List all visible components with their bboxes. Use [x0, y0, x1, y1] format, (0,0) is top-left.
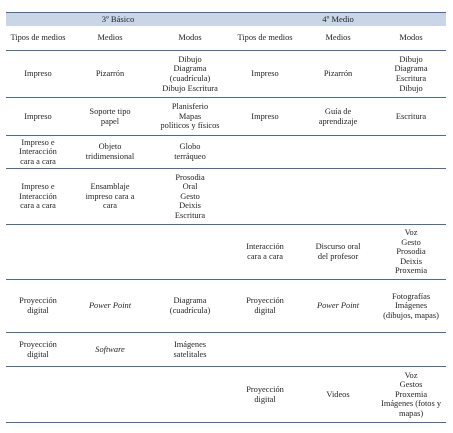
cell-medio-right: Pizarrón — [300, 51, 376, 98]
cell-tipo-left: Impreso e Interacción cara a cara — [6, 136, 70, 169]
table-row — [6, 367, 446, 423]
cell-modos-right — [376, 169, 446, 225]
table-row — [6, 51, 446, 98]
table-row — [6, 333, 446, 367]
table-row — [6, 136, 446, 169]
cell-modos-right: Voz Gesto Prosodia Deixis Proxemia — [376, 225, 446, 280]
cell-modos-left — [150, 367, 230, 423]
cell-tipo-right: Interacción cara a cara — [230, 225, 300, 280]
cell-modos-right — [376, 136, 446, 169]
col-header-modos-left: Modos — [150, 26, 230, 51]
group-header-3-basico: 3º Básico — [6, 13, 230, 27]
cell-medio-right: Discurso oral del profesor — [300, 225, 376, 280]
cell-modos-left: Imágenes satelitales — [150, 333, 230, 367]
cell-medio-left — [70, 225, 150, 280]
cell-tipo-right — [230, 136, 300, 169]
cell-medio-right: Guía de aprendizaje — [300, 98, 376, 136]
cell-medio-right: Videos — [300, 367, 376, 423]
cell-medio-right: Power Point — [300, 280, 376, 333]
cell-tipo-right: Impreso — [230, 98, 300, 136]
cell-modos-left: Prosodia Oral Gesto Deixis Escritura — [150, 169, 230, 225]
cell-tipo-left: Impreso — [6, 98, 70, 136]
cell-modos-right: Escritura — [376, 98, 446, 136]
cell-tipo-right: Proyección digital — [230, 280, 300, 333]
col-header-medios-left: Medios — [70, 26, 150, 51]
cell-medio-right — [300, 136, 376, 169]
cell-tipo-left — [6, 225, 70, 280]
cell-medio-left: Ensamblaje impreso cara a cara — [70, 169, 150, 225]
cell-modos-right: Voz Gestos Proxemia Imágenes (fotos y mapas) — [376, 367, 446, 423]
cell-medio-left: Soporte tipo papel — [70, 98, 150, 136]
table-row — [6, 169, 446, 225]
cell-medio-left: Objeto tridimensional — [70, 136, 150, 169]
table-row — [6, 98, 446, 136]
cell-modos-right: Fotografías Imágenes (dibujos, mapas) — [376, 280, 446, 333]
cell-modos-left — [150, 225, 230, 280]
table-row — [6, 280, 446, 333]
cell-medio-right — [300, 333, 376, 367]
cell-modos-left: Planisferio Mapas políticos y físicos — [150, 98, 230, 136]
col-header-tipos-right: Tipos de medios — [230, 26, 300, 51]
col-header-tipos-left: Tipos de medios — [6, 26, 70, 51]
col-header-modos-right: Modos — [376, 26, 446, 51]
cell-medio-left: Power Point — [70, 280, 150, 333]
cell-tipo-right — [230, 169, 300, 225]
cell-tipo-right: Impreso — [230, 51, 300, 98]
cell-tipo-left: Impreso e Interacción cara a cara — [6, 169, 70, 225]
table-row — [6, 225, 446, 280]
cell-medio-left — [70, 367, 150, 423]
cell-tipo-left — [6, 367, 70, 423]
cell-modos-left: Diagrama (cuadrícula) — [150, 280, 230, 333]
cell-modos-left: Dibujo Diagrama (cuadrícula) Dibujo Escritura — [150, 51, 230, 98]
cell-modos-left: Globo terráqueo — [150, 136, 230, 169]
cell-tipo-left: Impreso — [6, 51, 70, 98]
cell-tipo-right: Proyección digital — [230, 367, 300, 423]
cell-modos-right — [376, 333, 446, 367]
col-header-medios-right: Medios — [300, 26, 376, 51]
cell-tipo-right — [230, 333, 300, 367]
cell-modos-right: Dibujo Diagrama Escritura Dibujo — [376, 51, 446, 98]
media-modes-table — [6, 12, 446, 423]
cell-medio-right — [300, 169, 376, 225]
cell-medio-left: Pizarrón — [70, 51, 150, 98]
group-header-4-medio: 4º Medio — [230, 13, 446, 27]
cell-medio-left: Software — [70, 333, 150, 367]
cell-tipo-left: Proyección digital — [6, 280, 70, 333]
cell-tipo-left: Proyección digital — [6, 333, 70, 367]
